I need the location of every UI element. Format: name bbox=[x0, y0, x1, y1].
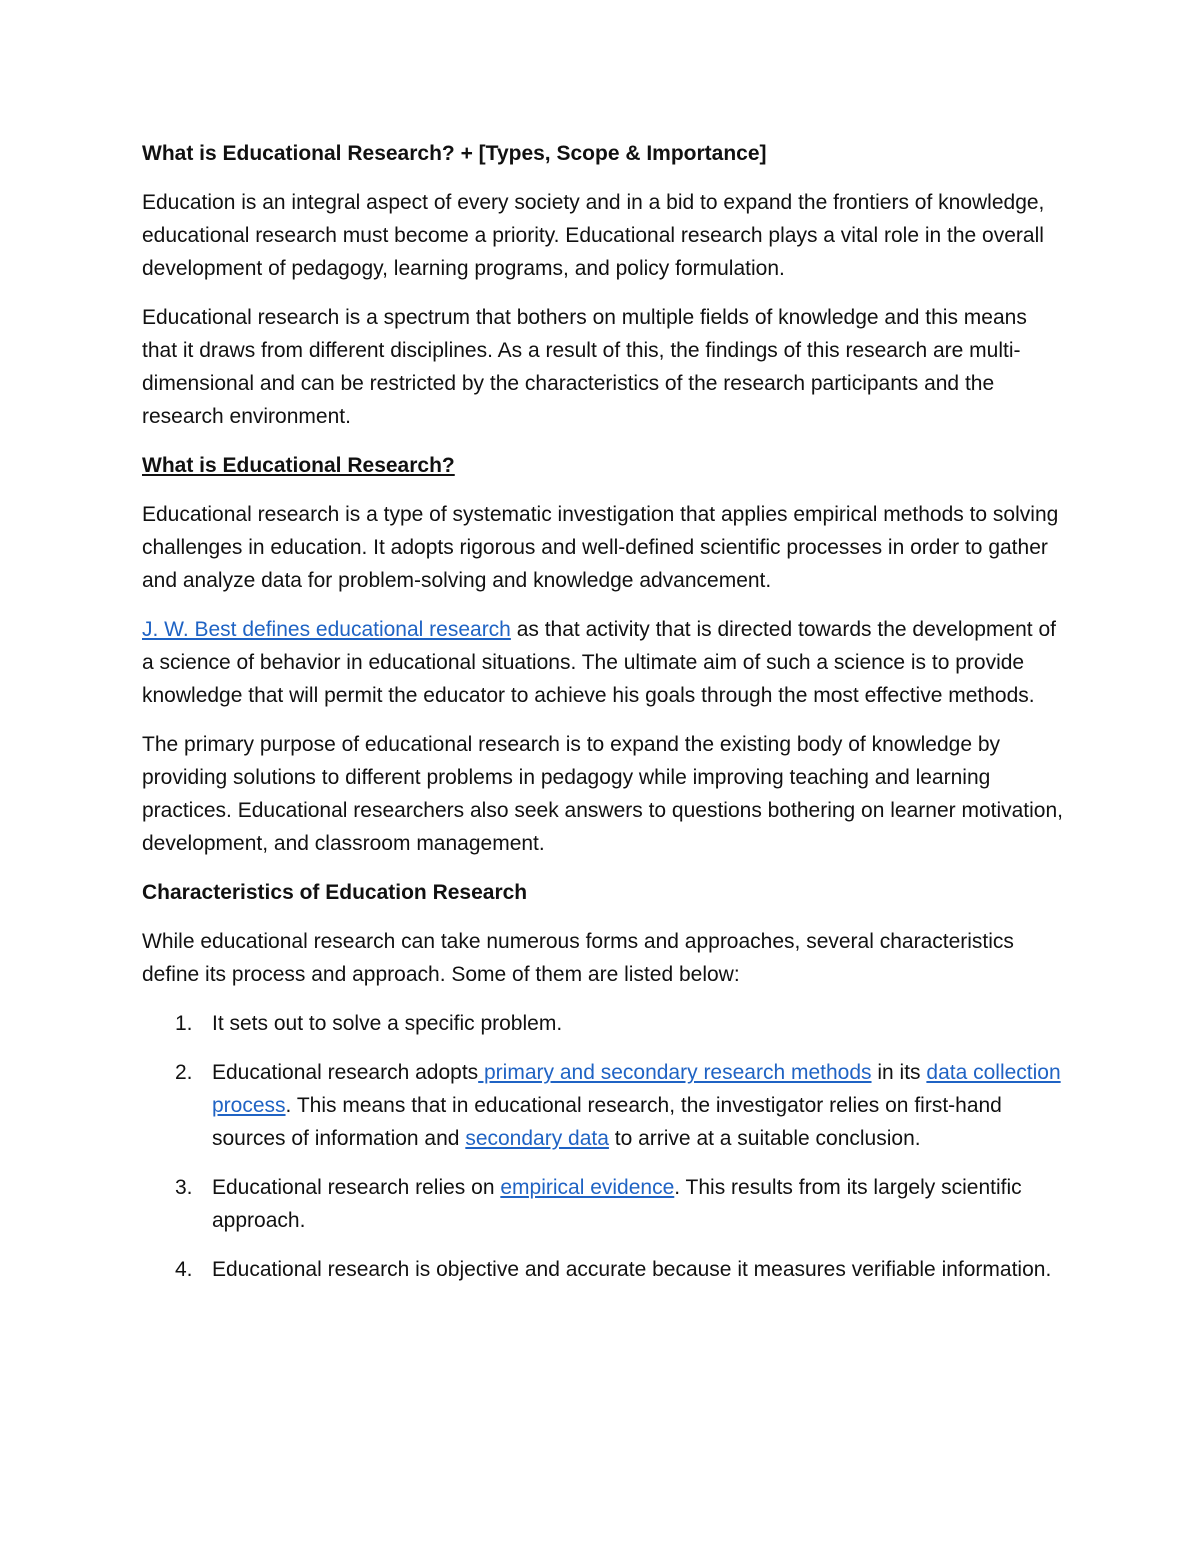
list-number: 3. bbox=[175, 1176, 193, 1199]
list-item-text: . This means that in educational research, the investigator relies on first-hand sources of information and bbox=[212, 1094, 1002, 1150]
intro-paragraph-1: Education is an integral aspect of every society and in a bid to expand the frontiers of knowledge, educational research must become a priority. Educational research plays a vital role in the overall development of pedagogy, learning programs, and policy formulation. bbox=[142, 191, 1045, 280]
section-heading-definition: What is Educational Research? bbox=[142, 454, 455, 477]
intro-paragraph-2: Educational research is a spectrum that bothers on multiple fields of knowledge and this means that it draws from different disciplines. As a result of this, the findings of this research are multi-dimensional and can be restricted by the characteristics of the research participants and the research environment. bbox=[142, 306, 1027, 428]
list-item bbox=[142, 1056, 1067, 1155]
empirical-evidence-link[interactable]: empirical evidence bbox=[500, 1176, 675, 1199]
characteristics-list bbox=[142, 1007, 1067, 1286]
list-item-text: It sets out to solve a specific problem. bbox=[212, 1012, 563, 1035]
section-heading-characteristics: Characteristics of Education Research bbox=[142, 881, 528, 904]
list-item-text: Educational research is objective and accurate because it measures verifiable information. bbox=[212, 1258, 1052, 1281]
list-item-text: Educational research adopts bbox=[212, 1061, 479, 1084]
characteristics-intro: While educational research can take numerous forms and approaches, several characteristics define its process and approach. Some of them are listed below: bbox=[142, 930, 1014, 986]
list-item-text: to arrive at a suitable conclusion. bbox=[608, 1127, 921, 1150]
list-number: 2. bbox=[175, 1061, 193, 1084]
list-item bbox=[142, 1253, 1067, 1286]
data-collection-link[interactable]: data collection process bbox=[212, 1061, 1061, 1117]
document-title: What is Educational Research? + [Types, Scope & Importance] bbox=[142, 142, 767, 165]
list-number: 4. bbox=[175, 1258, 193, 1281]
secondary-data-link[interactable]: secondary data bbox=[465, 1127, 609, 1150]
list-item bbox=[142, 1007, 1067, 1040]
purpose-paragraph: The primary purpose of educational research is to expand the existing body of knowledge by providing solutions to different problems in pedagogy while improving teaching and learning practices. Educational researchers also seek answers to questions bothering on learner motivation, development, and classroom management. bbox=[142, 733, 1063, 855]
best-definition-link[interactable]: J. W. Best defines educational research bbox=[142, 618, 511, 641]
list-item-text: in its bbox=[871, 1061, 927, 1084]
list-item-text: Educational research relies on bbox=[212, 1176, 501, 1199]
list-item-text: . This results from its largely scientific approach. bbox=[212, 1176, 1022, 1232]
list-number: 1. bbox=[175, 1012, 193, 1035]
research-methods-link[interactable]: primary and secondary research methods bbox=[478, 1061, 872, 1084]
best-definition-text: as that activity that is directed towards the development of a science of behavior in educational situations. The ultimate aim of such a science is to provide knowledge that will permit the educator to achieve his goals through the most effective methods. bbox=[142, 618, 1056, 707]
list-item bbox=[142, 1171, 1067, 1237]
document-page bbox=[142, 137, 1067, 1302]
definition-paragraph: Educational research is a type of systematic investigation that applies empirical methods to solving challenges in education. It adopts rigorous and well-defined scientific processes in order to gather and analyze data for problem-solving and knowledge advancement. bbox=[142, 503, 1059, 592]
best-definition-paragraph bbox=[142, 613, 1067, 712]
